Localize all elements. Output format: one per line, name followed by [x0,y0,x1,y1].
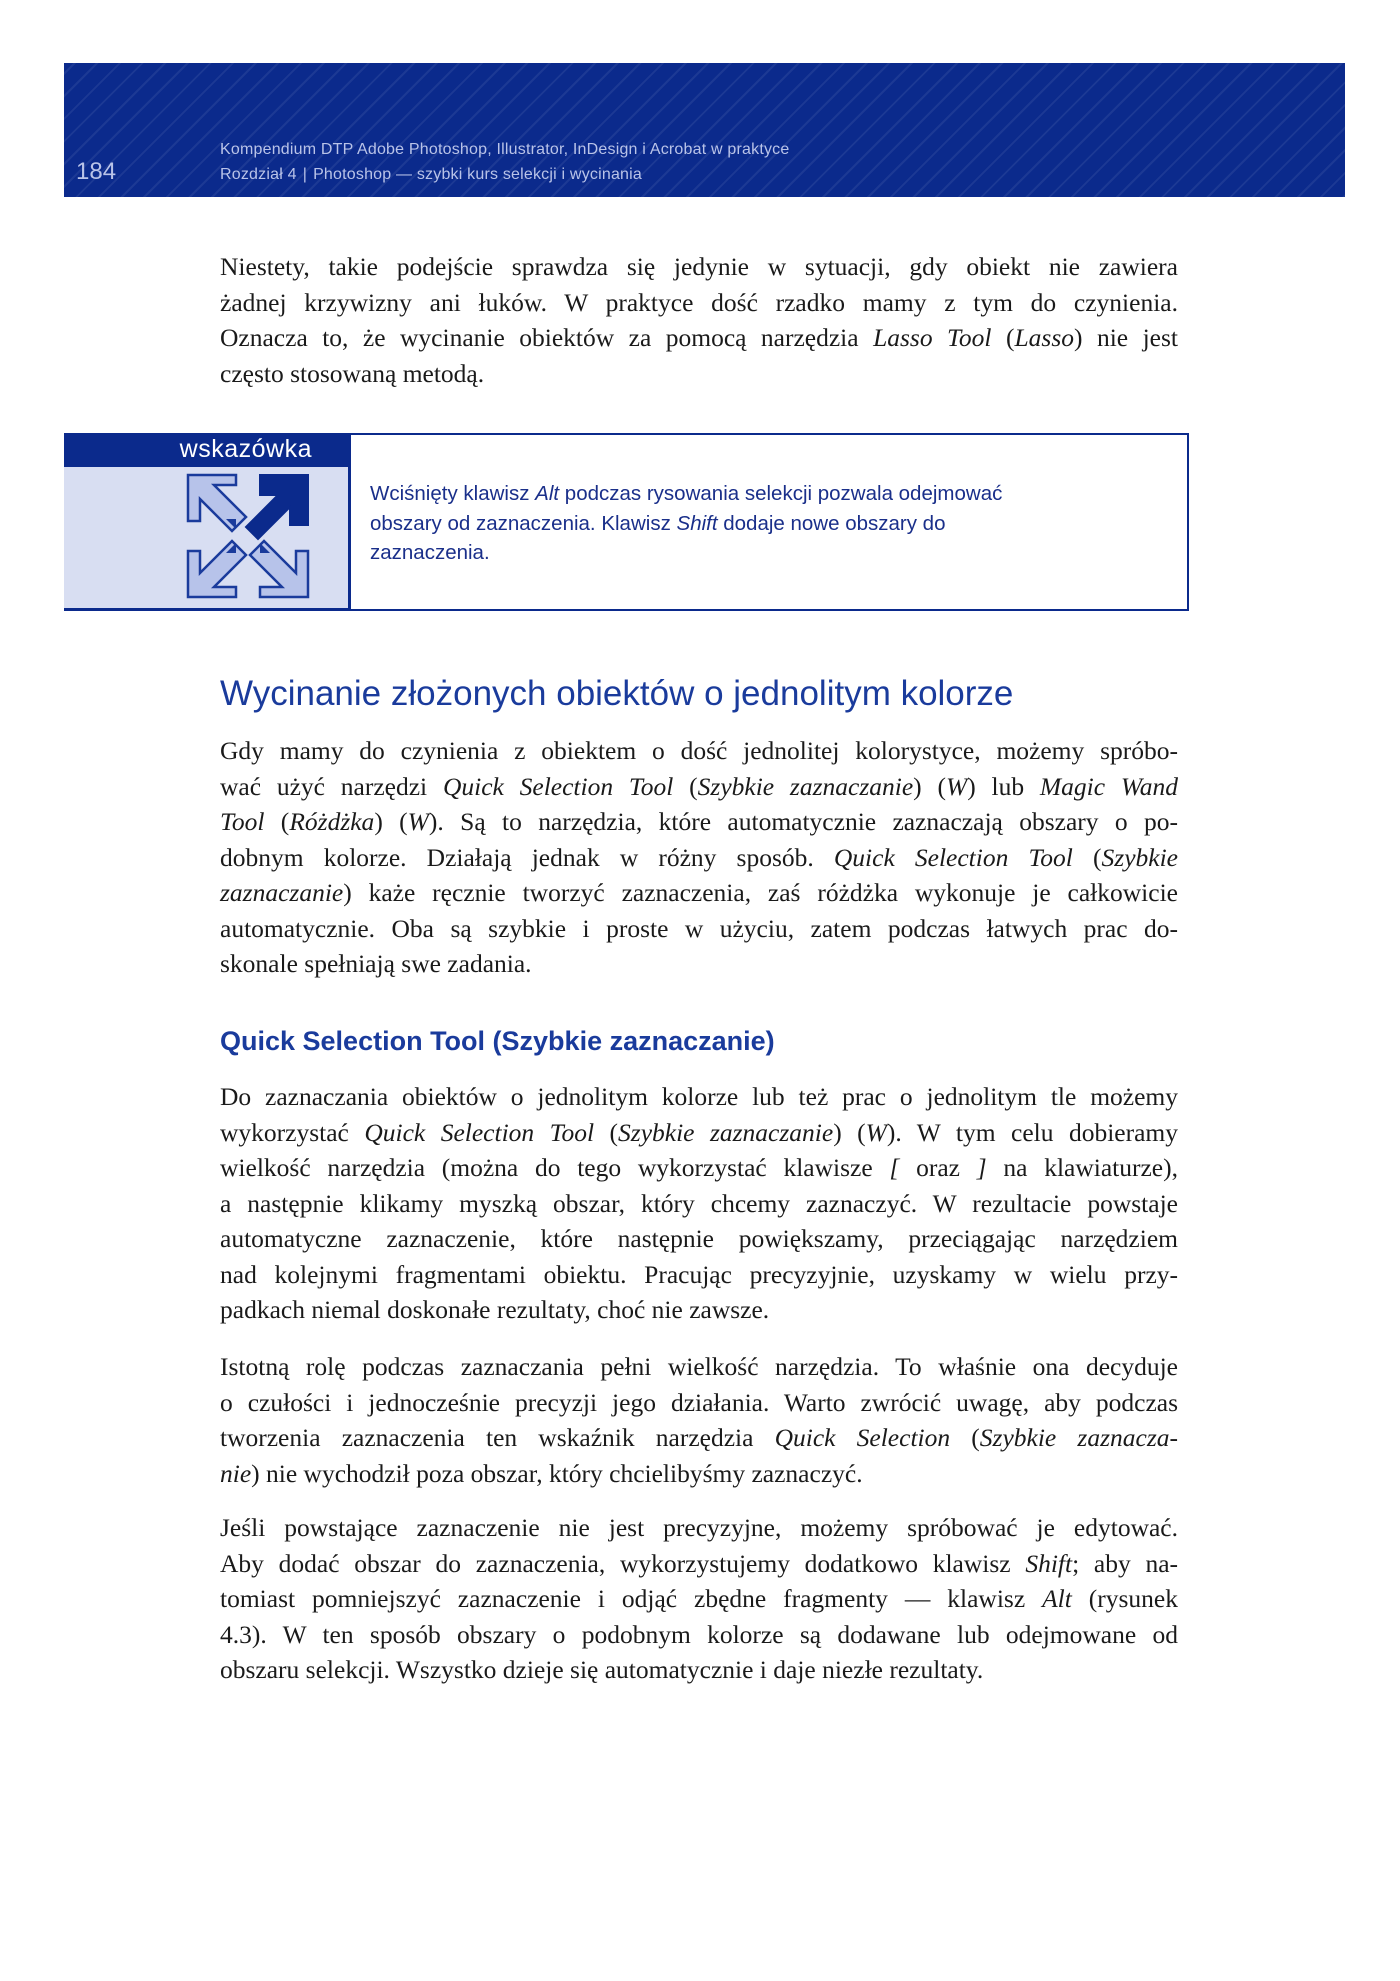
text-line: padkach niemal doskonałe rezultaty, choć nie zawsze. [220,1295,770,1324]
text-line: Oznacza to, że wycinanie obiektów za pomocą narzędzia Lasso Tool (Lasso) nie jest [220,323,1178,352]
text-line: Istotną rolę podczas zaznaczania pełni wielkość narzędzia. To właśnie ona decyduje [220,1352,1178,1381]
text-line: tworzenia zaznaczenia ten wskaźnik narzędzia Quick Selection (Szybkie zaznacza- [220,1423,1178,1452]
text-line: skonale spełniają swe zadania. [220,949,532,978]
subsection-heading: Quick Selection Tool (Szybkie zaznaczanie) [220,1026,775,1056]
book-title: Kompendium DTP Adobe Photoshop, Illustrator, InDesign i Acrobat w praktyce [220,141,790,158]
tip-divider [64,608,348,611]
text-line: zaznaczanie) każe ręcznie tworzyć zaznaczenia, zaś różdżka wykonuje je całkowicie [220,878,1178,907]
intro-paragraph [220,249,1178,391]
section-paragraph [220,733,1178,982]
tip-label-bar [64,433,348,467]
tip-icon-panel [64,433,348,608]
tip-line: Wciśnięty klawisz Alt podczas rysowania selekcji pozwala odejmować [370,482,1003,505]
text-line: wać użyć narzędzi Quick Selection Tool (Szybkie zaznaczanie) (W) lub Magic Wand [220,771,1178,801]
tip-label: wskazówka [179,435,312,463]
page-number: 184 [76,158,117,185]
text-line: Niestety, takie podejście sprawdza się jedynie w sytuacji, gdy obiekt nie zawiera [220,252,1178,281]
tip-line: zaznaczenia. [370,541,490,564]
arrows-converging-icon [184,471,312,606]
text-line: Jeśli powstające zaznaczenie nie jest precyzyjne, możemy spróbować je edytować. [220,1513,1178,1542]
subsection-paragraph-2 [220,1349,1178,1491]
text-line: Aby dodać obszar do zaznaczenia, wykorzystujemy dodatkowo klawisz Shift; aby na- [220,1548,1179,1578]
header-separator: | [302,166,308,183]
text-line: 4.3). W ten sposób obszary o podobnym kolorze są dodawane lub odejmowane od [220,1619,1178,1649]
text-line: często stosowaną metodą. [220,358,485,388]
text-line: automatycznie. Oba są szybkie i proste w użyciu, zatem podczas łatwych prac do- [220,913,1178,943]
text-line: o czułości i jednocześnie precyzji jego działania. Warto zwrócić uwagę, aby podczas [220,1387,1178,1417]
tip-line: obszary od zaznaczenia. Klawisz Shift dodaje nowe obszary do [370,511,946,535]
text-line: żadnej krzywizny ani łuków. W praktyce dość rzadko mamy z tym do czynienia. [220,287,1178,317]
text-line: wielkość narzędzia (można do tego wykorzystać klawisze [ oraz ] na klawiaturze), [220,1153,1178,1182]
text-line: obszaru selekcji. Wszystko dzieje się automatycznie i daje niezłe rezultaty. [220,1655,984,1684]
text-line: Gdy mamy do czynienia z obiektem o dość jednolitej kolorystyce, możemy spróbo- [220,736,1178,765]
text-line: dobnym kolorze. Działają jednak w różny sposób. Quick Selection Tool (Szybkie [220,842,1178,872]
chapter-line [220,166,642,184]
chapter-title: Photoshop — szybki kurs selekcji i wycinania [313,166,642,183]
chapter-number: Rozdział 4 [220,166,297,183]
text-line: nie) nie wychodził poza obszar, który chcielibyśmy zaznaczyć. [220,1458,863,1488]
text-line: a następnie klikamy myszką obszar, który chcemy zaznaczyć. W rezultacie powstaje [220,1188,1178,1218]
section-heading: Wycinanie złożonych obiektów o jednolitym kolorze [220,674,1014,713]
subsection-paragraph-1 [220,1079,1178,1328]
text-line: tomiast pomniejszyć zaznaczenie i odjąć zbędne fragmenty — klawisz Alt (rysunek [220,1584,1178,1613]
text-line: automatyczne zaznaczenie, które następnie powiększamy, przeciągając narzędziem [220,1224,1178,1253]
text-line: Do zaznaczania obiektów o jednolitym kolorze lub też prac o jednolitym tle możemy [220,1082,1178,1111]
text-line: nad kolejnymi fragmentami obiektu. Pracując precyzyjnie, uzyskamy w wielu przy- [220,1259,1178,1289]
text-line: Tool (Różdżka) (W). Są to narzędzia, które automatycznie zaznaczają obszary o po- [220,807,1178,836]
tip-text [370,479,1150,568]
subsection-paragraph-3 [220,1510,1178,1688]
text-line: wykorzystać Quick Selection Tool (Szybkie zaznaczanie) (W). W tym celu dobieramy [220,1117,1178,1147]
